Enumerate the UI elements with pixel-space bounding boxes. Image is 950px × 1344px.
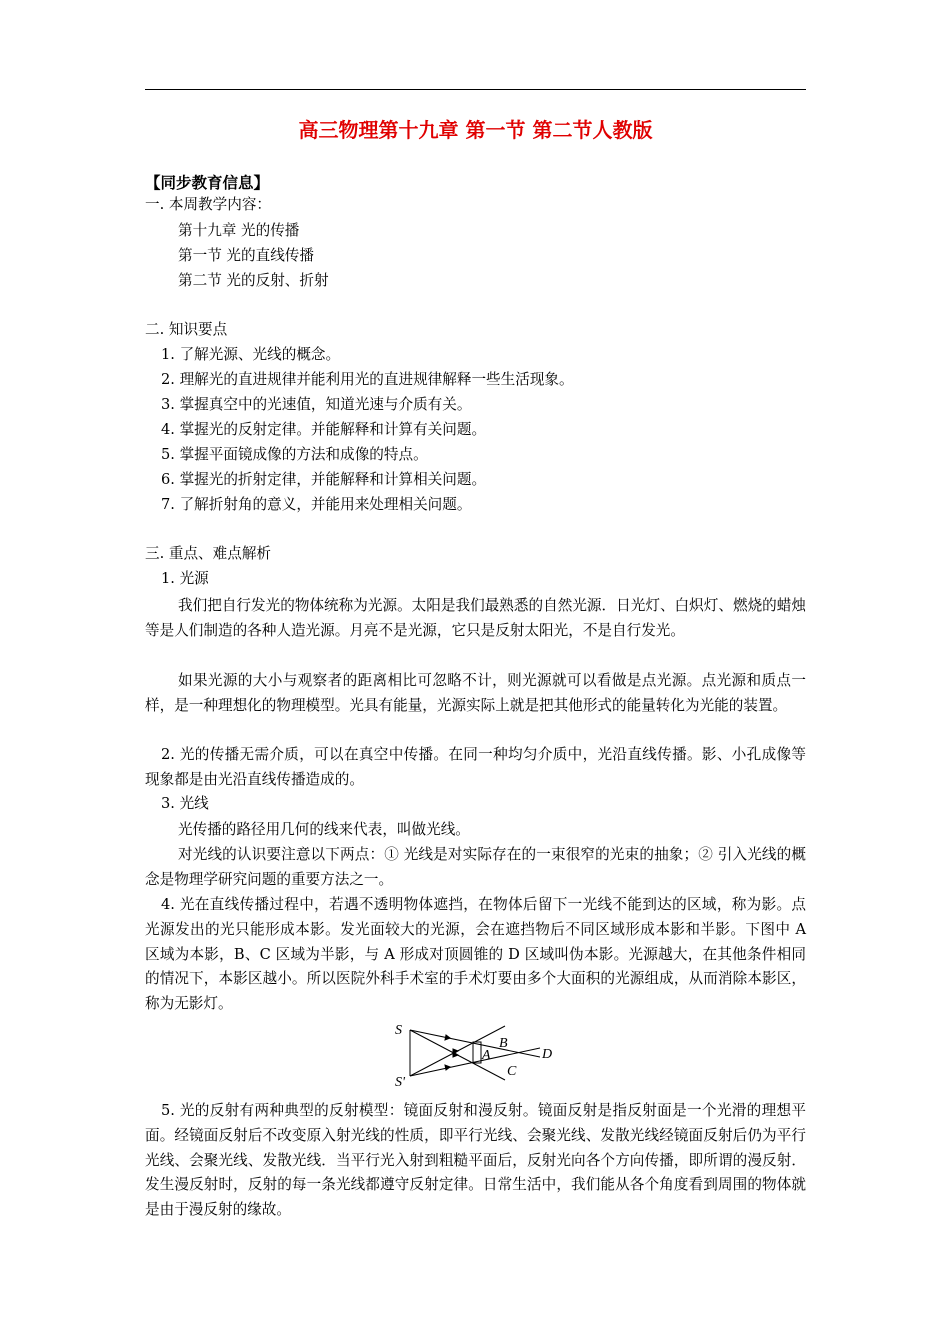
subsection-title: 3. 光线 [161,795,209,812]
paragraph: 光传播的路径用几何的线来代表，叫做光线。 [178,821,470,838]
section2-label: 二. 知识要点 [145,321,228,338]
subsection-title: 1. 光源 [161,570,209,587]
paragraph: 4. 光在直线传播过程中，若遇不透明物体遮挡，在物体后留下一光线不能到达的区域，称为影。点光源发出的光只能形成本影。发光面较大的光源，会在遮挡物后不同区域形成本影和半影。下图中 A 区域为本影，B、C 区域为半影，与 A 形成对顶圆锥的 D 区域叫伪本影。光源越大，在其他条件相同的情况下，本影区越小。所以医院外科手术室的手术灯要由多个大面积的光源组成，从而消除本影区，称为无影灯。 [145,896,806,1013]
ray-line [410,1048,540,1076]
paragraph: 如果光源的大小与观察者的距离相比可忽略不计，则光源就可以看做是点光源。点光源和质点一样，是一种理想化的物理模型。光具有能量，光源实际上就是把其他形式的能量转化为光能的装置。 [145,672,806,714]
label-a: A [482,1048,491,1063]
obstacle [473,1042,481,1063]
knowledge-item: 2. 理解光的直进规律并能利用光的直进规律解释一些生活现象。 [161,371,574,388]
label-c: C [507,1064,517,1079]
ray-line [410,1030,540,1057]
section3-label: 三. 重点、难点解析 [145,545,272,562]
knowledge-item: 6. 掌握光的折射定律，并能解释和计算相关问题。 [161,471,487,488]
page-title: 高三物理第十九章 第一节 第二节人教版 [298,118,653,142]
label-s-prime: S' [395,1075,405,1088]
section1-item: 第二节 光的反射、折射 [178,272,329,289]
paragraph: 对光线的认识要注意以下两点：① 光线是对实际存在的一束很窄的光束的抽象；② 引入光线的概念是物理学研究问题的重要方法之一。 [145,846,806,888]
shadow-diagram [395,1020,555,1088]
paragraph: 5. 光的反射有两种典型的反射模型：镜面反射和漫反射。镜面反射是指反射面是一个光滑的理想平面。经镜面反射后不改变原入射光线的性质，即平行光线、会聚光线、发散光线经镜面反射后仍为平行光线、会聚光线、发散光线．当平行光入射到粗糙平面后，反射光向各个方向传播，即所谓的漫反射．发生漫反射时，反射的每一条光线都遵守反射定律。日常生活中，我们能从各个角度看到周围的物体就是由于漫反射的缘故。 [145,1102,806,1219]
knowledge-item: 4. 掌握光的反射定律。并能解释和计算有关问题。 [161,421,487,438]
section1-item: 第十九章 光的传播 [178,222,300,239]
knowledge-item: 5. 掌握平面镜成像的方法和成像的特点。 [161,446,428,463]
knowledge-item: 7. 了解折射角的意义，并能用来处理相关问题。 [161,496,472,513]
label-s: S [395,1023,402,1038]
paragraph: 2. 光的传播无需介质，可以在真空中传播。在同一种均匀介质中，光沿直线传播。影、小孔成像等现象都是由光沿直线传播造成的。 [145,746,806,788]
section-heading: 【同步教育信息】 [145,174,270,192]
knowledge-item: 1. 了解光源、光线的概念。 [161,346,341,363]
knowledge-item: 3. 掌握真空中的光速值，知道光速与介质有关。 [161,396,472,413]
paragraph: 我们把自行发光的物体统称为光源。太阳是我们最熟悉的自然光源．日光灯、白炽灯、燃烧的蜡烛等是人们制造的各种人造光源。月亮不是光源，它只是反射太阳光，不是自行发光。 [145,597,806,639]
label-d: D [542,1047,553,1062]
arrow-icon [445,1035,450,1040]
label-b: B [499,1036,508,1051]
section1-item: 第一节 光的直线传播 [178,247,314,264]
arrow-icon [445,1065,450,1070]
section1-label: 一. 本周教学内容： [145,196,272,213]
header-rule [145,89,806,90]
